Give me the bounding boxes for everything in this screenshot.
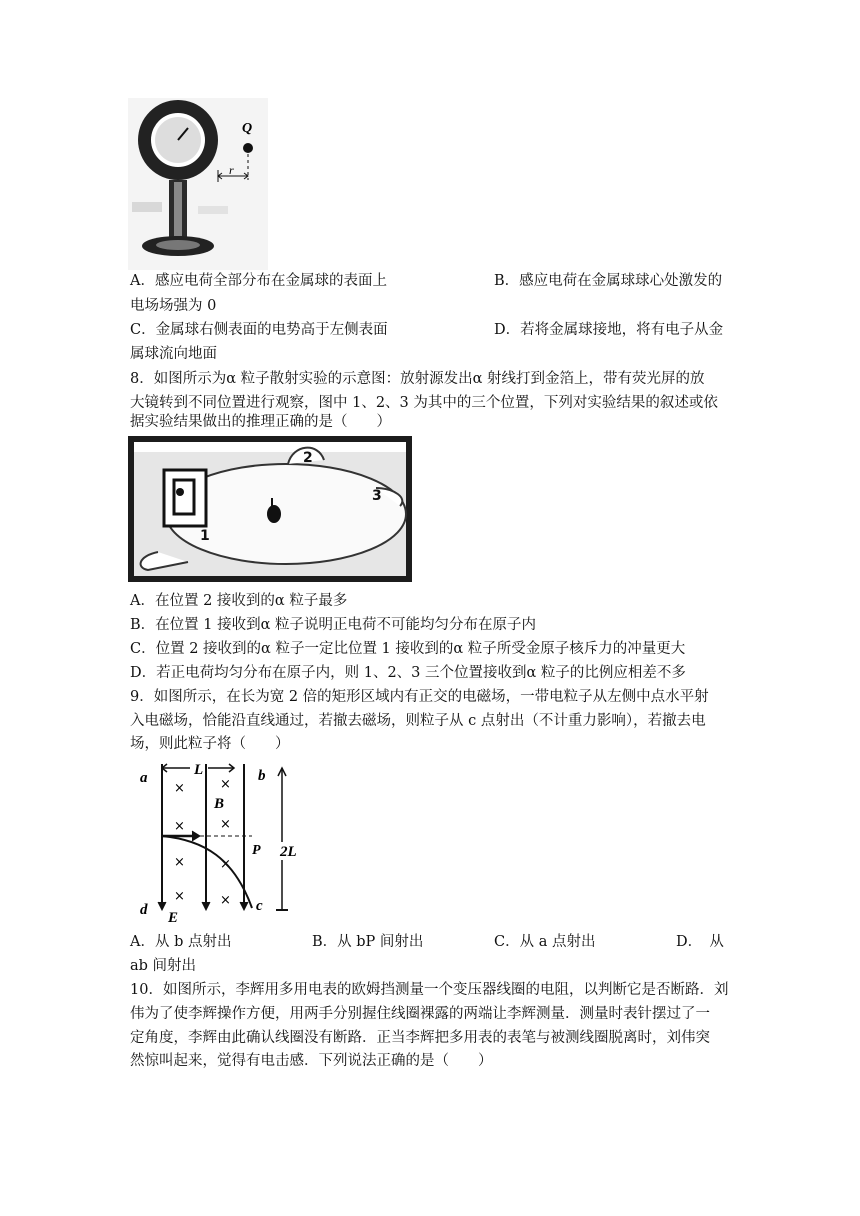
q9-figure	[134, 758, 304, 924]
q8-option-b: B．在位置 1 接收到α 粒子说明正电荷不可能均匀分布在原子内	[130, 617, 536, 633]
gold-foil	[267, 505, 281, 523]
label-P: P	[252, 843, 261, 858]
q8-option-c: C．位置 2 接收到的α 粒子一定比位置 1 接收到的α 粒子所受金原子核斥力的冲量更大	[130, 641, 686, 657]
label-position-2: 2	[303, 450, 313, 466]
label-c: c	[256, 898, 263, 914]
q9-stem-line1: 9．如图所示，在长为宽 2 倍的矩形区域内有正交的电磁场，一带电粒子从左侧中点水平射	[130, 689, 709, 705]
cross-mark: ×	[174, 819, 185, 834]
q8-stem-line3: 据实验结果做出的推理正确的是（ ）	[130, 414, 391, 430]
q7-option-c: C．金属球右侧表面的电势高于左侧表面	[130, 322, 388, 338]
q8-option-d: D．若正电荷均匀分布在原子内，则 1、2、3 三个位置接收到α 粒子的比例应相差不多	[130, 665, 686, 681]
q8-stem-line1: 8．如图所示为α 粒子散射实验的示意图：放射源发出α 射线打到金箔上，带有荧光屏的放	[130, 371, 705, 387]
q9-stem-line2: 入电磁场，恰能沿直线通过，若撤去磁场，则粒子从 c 点射出（不计重力影响），若撤去电	[130, 713, 706, 729]
label-position-3: 3	[372, 488, 382, 504]
charge-q-dot	[243, 143, 253, 153]
q9-option-d-line2: ab 间射出	[130, 958, 197, 974]
q7-figure	[128, 98, 268, 270]
label-a: a	[140, 770, 148, 786]
cross-mark: ×	[174, 781, 185, 796]
q7-option-a: A．感应电荷全部分布在金属球的表面上	[130, 273, 387, 289]
q8-stem-line2: 大镜转到不同位置进行观察，图中 1、2、3 为其中的三个位置，下列对实验结果的叙述或依	[130, 395, 718, 411]
q7-option-d-line2: 属球流向地面	[130, 346, 217, 362]
alpha-scattering-diagram	[128, 436, 412, 582]
cross-mark: ×	[220, 893, 231, 908]
q9-option-d-line1: D． 从	[676, 934, 724, 950]
q7-option-d-line1: D．若将金属球接地，将有电子从金	[494, 322, 724, 338]
q7-option-b-line2: 电场场强为 0	[130, 298, 217, 314]
cross-mark: ×	[220, 857, 231, 872]
q9-option-a: A．从 b 点射出	[130, 934, 232, 950]
cross-mark: ×	[220, 777, 231, 792]
q9-stem-line3: 场，则此粒子将（ ）	[130, 736, 290, 752]
q8-figure	[128, 436, 412, 582]
crossed-field-diagram	[134, 758, 304, 924]
q10-stem-line2: 伟为了使李辉操作方便，用两手分别握住线圈裸露的两端让李辉测量．测量时表针摆过了一	[130, 1006, 710, 1022]
label-position-1: 1	[200, 528, 210, 544]
q10-stem-line4: 然惊叫起来，觉得有电击感．下列说法正确的是（ ）	[130, 1053, 493, 1069]
q8-option-a: A．在位置 2 接收到的α 粒子最多	[130, 593, 348, 609]
q9-option-c: C．从 a 点射出	[494, 934, 596, 950]
cross-mark: ×	[174, 855, 185, 870]
q10-stem-line1: 10．如图所示，李辉用多用电表的欧姆挡测量一个变压器线圈的电阻，以判断它是否断路．刘	[130, 982, 729, 998]
metal-sphere-diagram	[128, 98, 268, 270]
q7-option-b-line1: B．感应电荷在金属球球心处激发的	[494, 273, 723, 289]
label-B: B	[214, 796, 225, 812]
label-E: E	[168, 910, 179, 924]
label-2L: 2L	[280, 844, 297, 860]
cross-mark: ×	[220, 817, 231, 832]
label-b: b	[258, 768, 266, 784]
label-q: Q	[242, 121, 253, 136]
label-r: r	[229, 163, 234, 177]
q10-stem-line3: 定角度，李辉由此确认线圈没有断路．正当李辉把多用表的表笔与被测线圈脱离时，刘伟突	[130, 1030, 710, 1046]
label-d: d	[140, 902, 148, 918]
cross-mark: ×	[174, 889, 185, 904]
label-L: L	[194, 762, 204, 778]
q9-option-b: B．从 bP 间射出	[312, 934, 424, 950]
